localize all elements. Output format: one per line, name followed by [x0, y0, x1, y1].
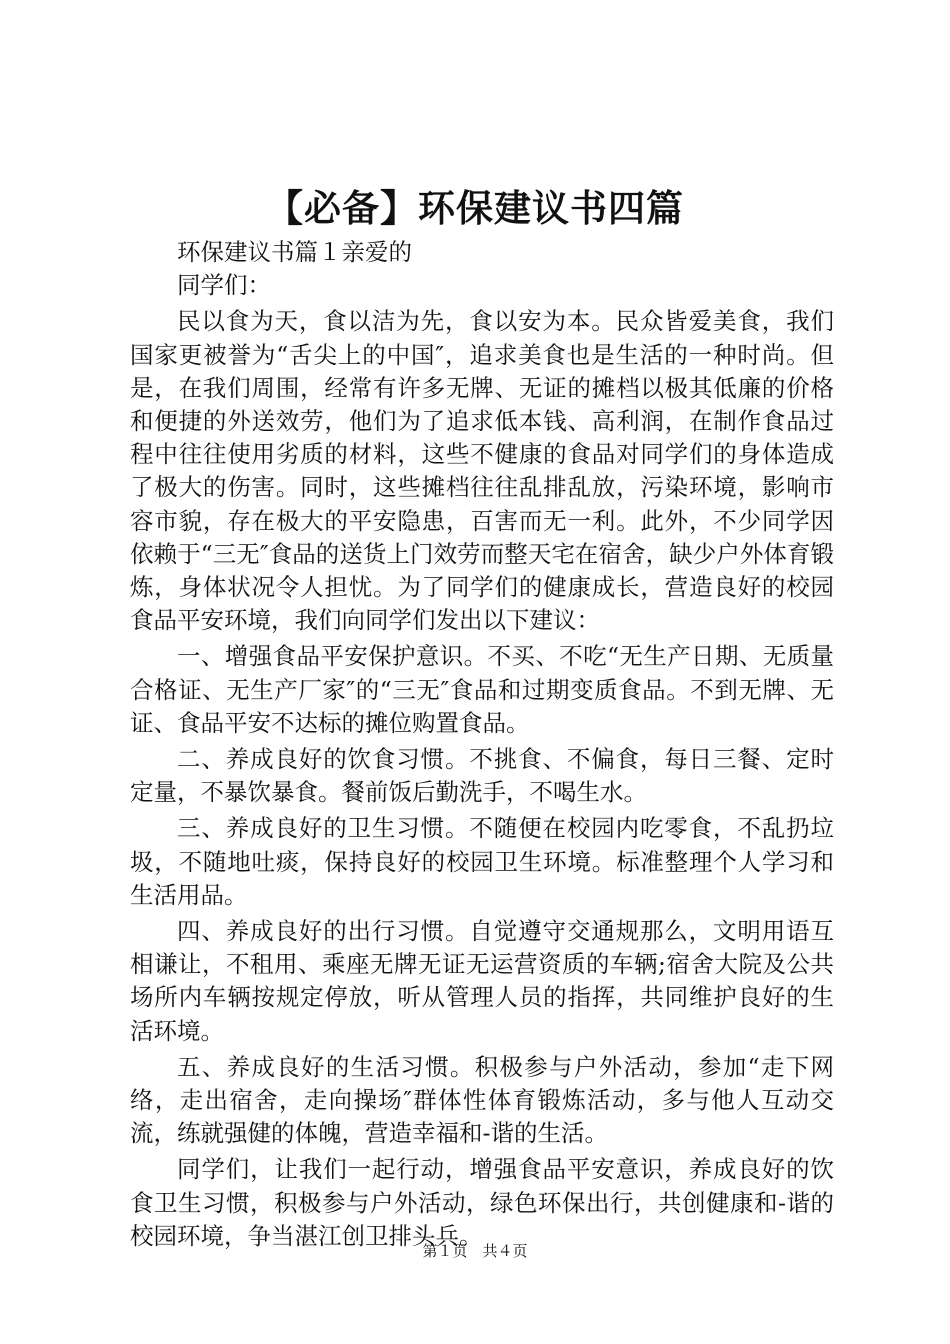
page-footer: 第１页 共４页 — [422, 1242, 528, 1260]
paragraph-suggestion-3: 三、养成良好的卫生习惯。不随便在校园内吃零食，不乱扔垃圾，不随地吐痰，保持良好的校园卫生环境。标准整理个人学习和生活用品。 — [130, 814, 834, 909]
paragraph-suggestion-5: 五、养成良好的生活习惯。积极参与户外活动，参加“走下网络，走出宿舍，走向操场″群体性体育锻炼活动，多与他人互动交流，练就强健的体魄，营造幸福和-谐的生活。 — [130, 1052, 834, 1148]
document-title: 【必备】环保建议书四篇 — [266, 186, 684, 230]
paragraph-suggestion-2: 二、养成良好的饮食习惯。不挑食、不偏食，每日三餐、定时定量，不暴饮暴食。餐前饭后勤洗手，不喝生水。 — [130, 745, 834, 807]
paragraph-suggestion-4: 四、养成良好的出行习惯。自觉遵守交通规那么，文明用语互相谦让，不租用、乘座无牌无证无运营资质的车辆;宿舍大院及公共场所内车辆按规定停放，听从管理人员的指挥，共同维护良好的生活环境。 — [130, 917, 834, 1045]
paragraph-closing: 同学们，让我们一起行动，增强食品平安意识，养成良好的饮食卫生习惯，积极参与户外活动，绿色环保出行，共创健康和-谐的校园环境，争当湛江创卫排头兵。 — [130, 1155, 834, 1250]
paragraph-suggestion-1: 一、增强食品平安保护意识。不买、不吃“无生产日期、无质量合格证、无生产厂家″的“三无″食品和过期变质食品。不到无牌、无证、食品平安不达标的摊位购置食品。 — [130, 642, 834, 737]
paragraph-heading: 环保建议书篇１亲爱的 — [177, 238, 412, 266]
paragraph-salutation: 同学们： — [177, 271, 271, 300]
document-body — [130, 236, 834, 1253]
paragraph-intro: 民以食为天，食以洁为先，食以安为本。民众皆爱美食，我们国家更被誉为“舌尖上的中国″，追求美食也是生活的一种时尚。但是，在我们周围，经常有许多无牌、无证的摊档以极其低廉的价格和便捷的外送效劳，他们为了追求低本钱、高利润，在制作食品过程中往往使用劣质的材料，这些不健康的食品对同学们的身体造成了极大的伤害。同时，这些摊档往往乱排乱放，污染环境，影响市容市貌，存在极大的平安隐患，百害而无一利。此外，不少同学因依赖于“三无″食品的送货上门效劳而整天宅在宿舍，缺少户外体育锻炼，身体状况令人担忧。为了同学们的健康成长，营造良好的校园食品平安环境，我们向同学们发出以下建议： — [130, 307, 834, 635]
